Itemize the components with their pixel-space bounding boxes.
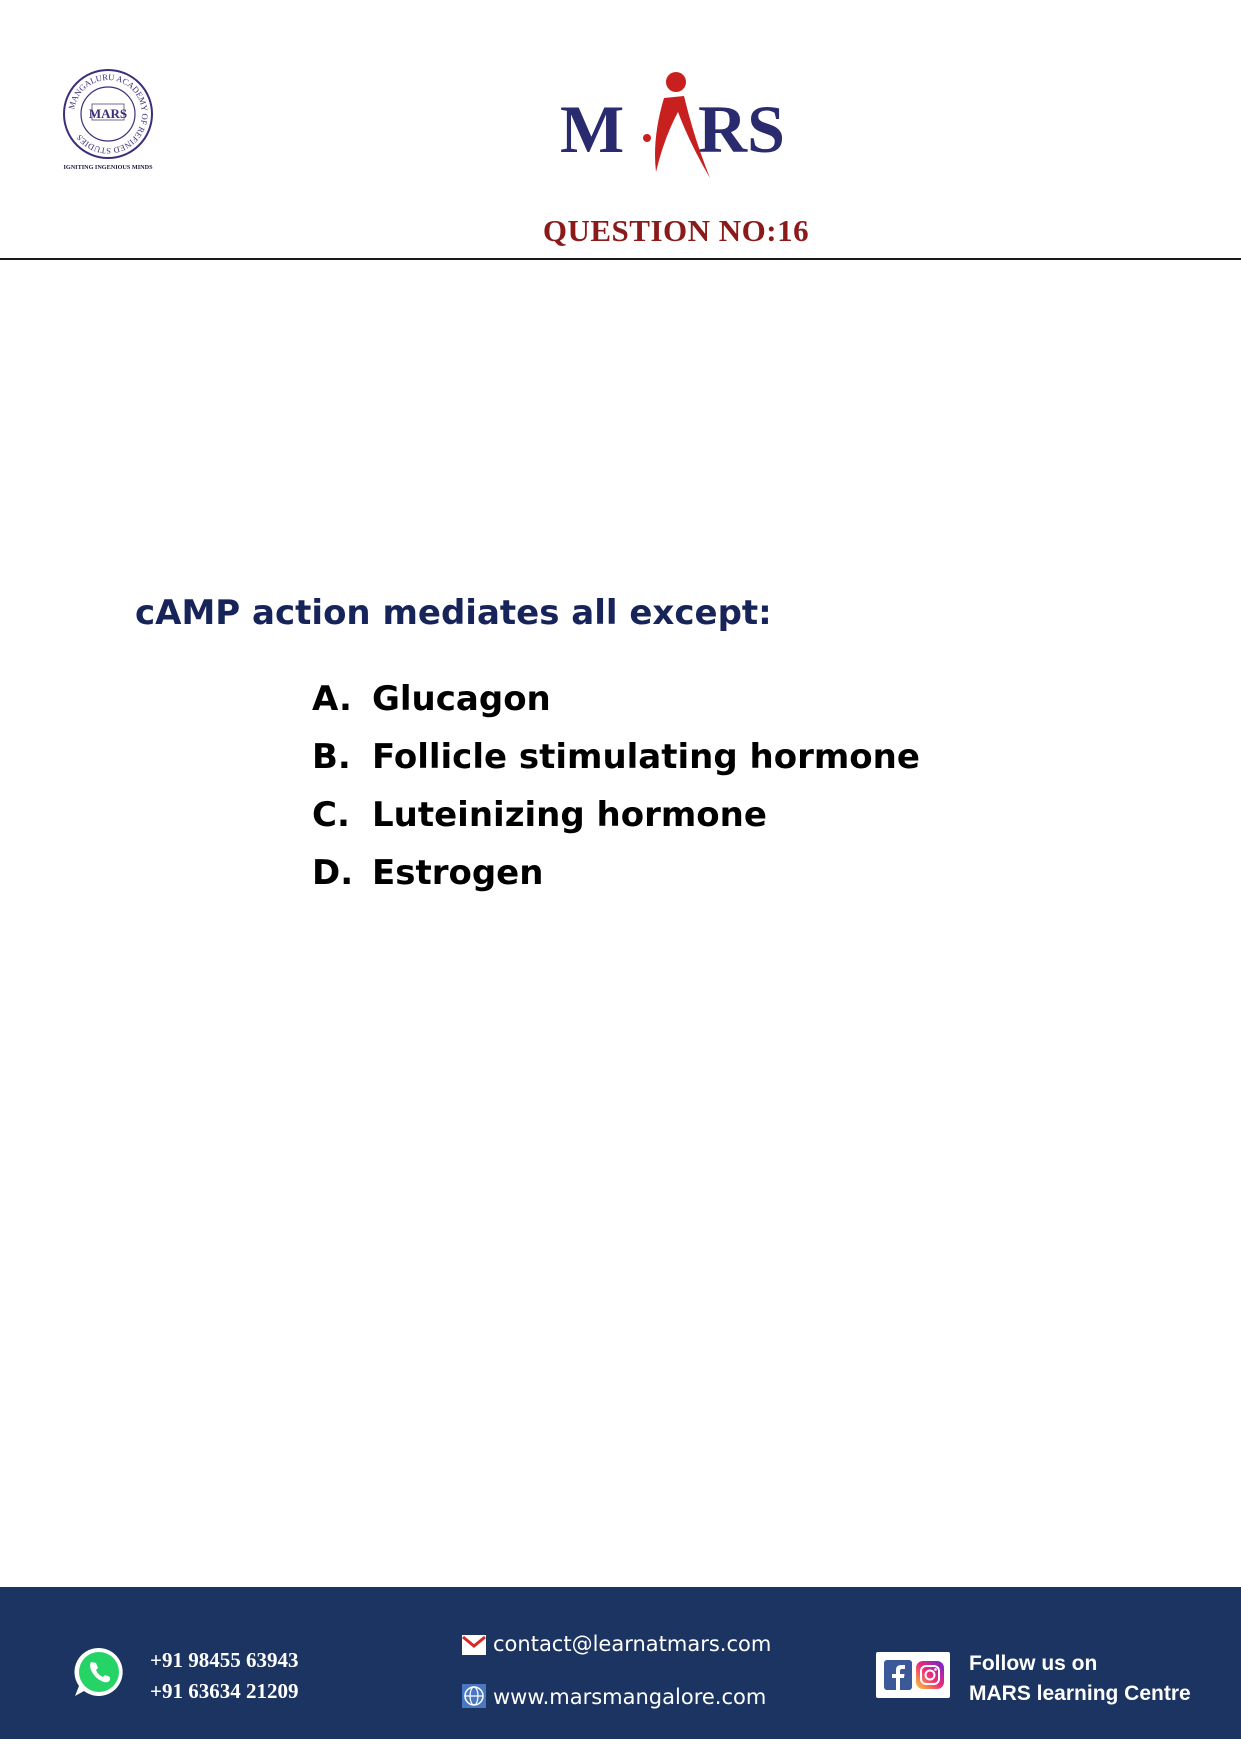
option-letter: D.	[312, 853, 354, 893]
contact-footer	[0, 1587, 1241, 1739]
svg-text:MANGALURU ACADEMY OF REFINED S: MANGALURU ACADEMY OF REFINED STUDIES	[66, 71, 151, 157]
phone-numbers	[150, 1645, 298, 1707]
option-b	[312, 728, 920, 786]
option-text: Glucagon	[372, 679, 551, 719]
phone-number-2[interactable]: +91 63634 21209	[150, 1679, 299, 1703]
website-link[interactable]: www.marsmangalore.com	[493, 1685, 767, 1709]
option-text: Estrogen	[372, 853, 544, 893]
svg-text:RS: RS	[698, 91, 785, 167]
follow-us-text	[969, 1649, 1191, 1709]
phone-number-1[interactable]: +91 98455 63943	[150, 1648, 299, 1672]
question-number-heading: QUESTION NO:16	[542, 213, 810, 248]
instagram-icon[interactable]	[916, 1660, 944, 1690]
question-stem: cAMP action mediates all except:	[135, 593, 772, 633]
option-c	[312, 786, 920, 844]
option-text: Follicle stimulating hormone	[372, 737, 920, 777]
social-icons	[876, 1652, 950, 1698]
mars-brand-logo	[560, 68, 820, 186]
option-d	[312, 844, 920, 902]
svg-text:MARS: MARS	[560, 68, 563, 69]
facebook-icon[interactable]	[884, 1660, 912, 1690]
svg-text:IGNITING INGENIOUS MINDS: IGNITING INGENIOUS MINDS	[63, 164, 153, 171]
answer-options-list	[312, 670, 920, 902]
option-letter: B.	[312, 737, 351, 777]
option-a	[312, 670, 920, 728]
option-letter: A.	[312, 679, 352, 719]
globe-icon	[462, 1684, 486, 1708]
option-letter: C.	[312, 795, 350, 835]
institute-seal-logo	[54, 66, 162, 174]
follow-line-2[interactable]: MARS learning Centre	[969, 1682, 1191, 1705]
mail-icon	[462, 1635, 486, 1655]
whatsapp-icon	[72, 1645, 126, 1699]
email-link[interactable]: contact@learnatmars.com	[493, 1632, 772, 1656]
follow-line-1: Follow us on	[969, 1652, 1098, 1675]
svg-text:MARS: MARS	[88, 106, 128, 121]
header-divider	[0, 258, 1241, 260]
svg-text:M: M	[560, 91, 625, 167]
option-text: Luteinizing hormone	[372, 795, 767, 835]
